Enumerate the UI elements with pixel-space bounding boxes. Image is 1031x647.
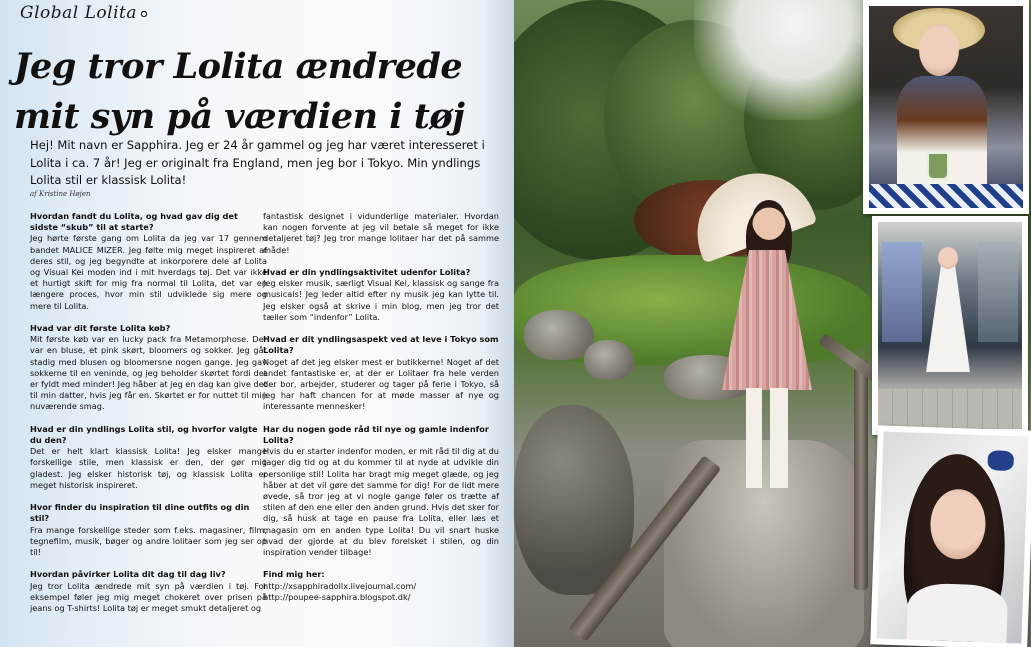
rock	[524, 310, 594, 360]
cafe-photo	[869, 6, 1023, 208]
photo-page	[514, 0, 1031, 647]
shop-window	[882, 242, 922, 342]
shop-window	[978, 242, 1018, 342]
blogspot-link[interactable]: http://poupee-sapphira.blogspot.dk/	[263, 591, 411, 602]
livejournal-link[interactable]: http://xsapphiradollx.livejournal.com/	[263, 580, 417, 591]
question: Hvordan påvirker Lolita dit dag til dag liv?	[30, 569, 226, 580]
storefront-photo	[878, 222, 1022, 429]
polaroid-photo-storefront	[872, 216, 1028, 435]
answer: Det er helt klart klassisk Lolita! Jeg elsker mange forskellige stile, men klassisk er den, der gør mig gladest. Jeg elsker historisk tøj, og klassisk Lolita er meget historisk inspireret.	[30, 446, 267, 490]
answer: Jeg elsker musik, særligt Visual Kei, klassisk og sange fra musicals! Jeg leder altid efter ny musik jeg kan lytte til. Jeg elsker også at skrive i min blog, men jeg tror det tæller som “indenfor” Lolita.	[263, 278, 499, 322]
magazine-name-text: Global Lolita	[20, 3, 137, 23]
question: Hvad er din yndlings Lolita stil, og hvorfor valgte du den?	[30, 423, 258, 446]
answer-continued: fantastisk designet i vidunderlige materialer. Hvordan kan nogen forvente at jeg vil betale så meget for ikke detaljeret tøj? Jeg tror mange lolitaer har det på samme måde!	[263, 211, 499, 255]
tiled-table	[869, 184, 1023, 208]
find-me-heading: Find mig her:	[263, 569, 325, 580]
sidewalk	[878, 389, 1022, 429]
wooden-rail	[854, 360, 868, 590]
question: Hvad er din yndlingsaktivitet udenfor Lolita?	[263, 267, 471, 277]
question: Hvad var dit første Lolita køb?	[30, 323, 171, 334]
qa-block	[263, 424, 499, 558]
question: Hvordan fandt du Lolita, og hvad gav dig det sidste “skub” til at starte?	[30, 211, 238, 233]
question: Hvad er dit yndlingsaspekt ved at leve i Tokyo som Lolita?	[263, 334, 499, 356]
polaroid-photo-portrait	[870, 425, 1031, 647]
flower-icon	[139, 9, 149, 19]
qa-block	[30, 424, 267, 491]
qa-block	[263, 211, 499, 256]
rock	[584, 340, 634, 380]
white-blouse	[906, 582, 1008, 643]
model-face	[938, 247, 958, 269]
article-headline: Jeg tror Lolita ændrede mit syn på værdien i tøj	[14, 46, 465, 137]
find-me-block	[263, 569, 499, 603]
magazine-name	[20, 3, 149, 23]
text-column-1	[30, 211, 267, 625]
question: Har du nogen gode råd til nye og gamle indenfor Lolita?	[263, 423, 489, 446]
article-text-page	[0, 0, 514, 647]
model-head	[752, 200, 786, 240]
answer: Mit første køb var en lucky pack fra Metamorphose. Der var en bluse, et pink skørt, bloomers og sokker. Jeg går stadig med blusen og bloomersne nogen gange. Jeg gav sokkerne til en veninde, og jeg beholder skørtet fordi det er fyldt med minder! Jeg håber at jeg en dag kan give det til min datter, hvis jeg får en. Skørtet er for nuttet til min nuværende smag.	[30, 334, 267, 412]
article-intro: Hej! Mit navn er Sapphira. Jeg er 24 år gammel og jeg har været interesseret i Lolita i ca. 7 år! Jeg er originalt fra England, men jeg bor i Tokyo. Min yndlings Lolita stil er klassisk Lolita!	[30, 138, 485, 188]
question: Hvor finder du inspiration til dine outfits og din stil?	[30, 502, 250, 524]
answer: Fra mange forskellige steder som f.eks. magasiner, film, tegnefilm, musik, bøger og andre lolitaer som jeg ser op til!	[30, 524, 267, 558]
answer: Jeg hørte første gang om Lolita da jeg var 17 gennem bandet MALICE MIZER. Jeg følte mig meget inspireret af deres stil, og jeg begyndte at inkorporere dele af Lolita og Visual Kei moden ind i mit hverdags tøj. Det var ikke et hurtigt skift for mig fra normal til Lolita, det var en længere proces, hvor min stil udviklede sig mere og mere til Lolita.	[30, 233, 267, 311]
qa-block	[30, 569, 267, 614]
polaroid-photo-cafe	[863, 0, 1029, 214]
qa-block	[30, 502, 267, 558]
qa-block	[263, 267, 499, 323]
model-face	[919, 24, 959, 76]
text-column-2	[263, 211, 499, 614]
portrait-photo	[876, 432, 1028, 644]
model-legs	[746, 388, 788, 488]
answer: Noget af det jeg elsker mest er butikkerne! Noget af det andet fantastiske er, at der er Lolitaer fra hele verden der bor, arbejder, studerer og tager på ferie i Tokyo, så jeg har haft chancen for at møde masser af nye og interessante mennesker!	[263, 356, 499, 412]
answer: Jeg tror Lolita ændrede mit syn på værdien i tøj. For eksempel føler jeg mig meget chokeret over prisen på jeans og T-shirts! Lolita tøj er meget smukt detaljeret og	[30, 580, 267, 614]
qa-block	[263, 334, 499, 412]
qa-block	[30, 211, 267, 312]
article-byline: af Kristine Højen	[30, 190, 91, 198]
white-dress	[926, 262, 970, 372]
drink-cup	[927, 152, 949, 180]
qa-block	[30, 323, 267, 413]
blue-hair-bow	[987, 450, 1014, 471]
answer: Hvis du er starter indenfor moden, er mit råd til dig at du tager dig tid og at du kommer til at nyde at udvikle din personlige stil! Lolita har bragt mig meget glæde, og jeg håber at det vil gøre det samme for dig! For de lidt mere øvede, så tror jeg at vi nogle gange føler os trætte af stilen af den ene eller den anden grund. Hvis det sker for dig, så husk at tage en pause fra Lolita, eller læs et magasin om en anden type Lolita! Du vil snart huske hvad der gjorde at du blev forelsket i stilen, og din inspiration vender tilbage!	[263, 446, 499, 558]
